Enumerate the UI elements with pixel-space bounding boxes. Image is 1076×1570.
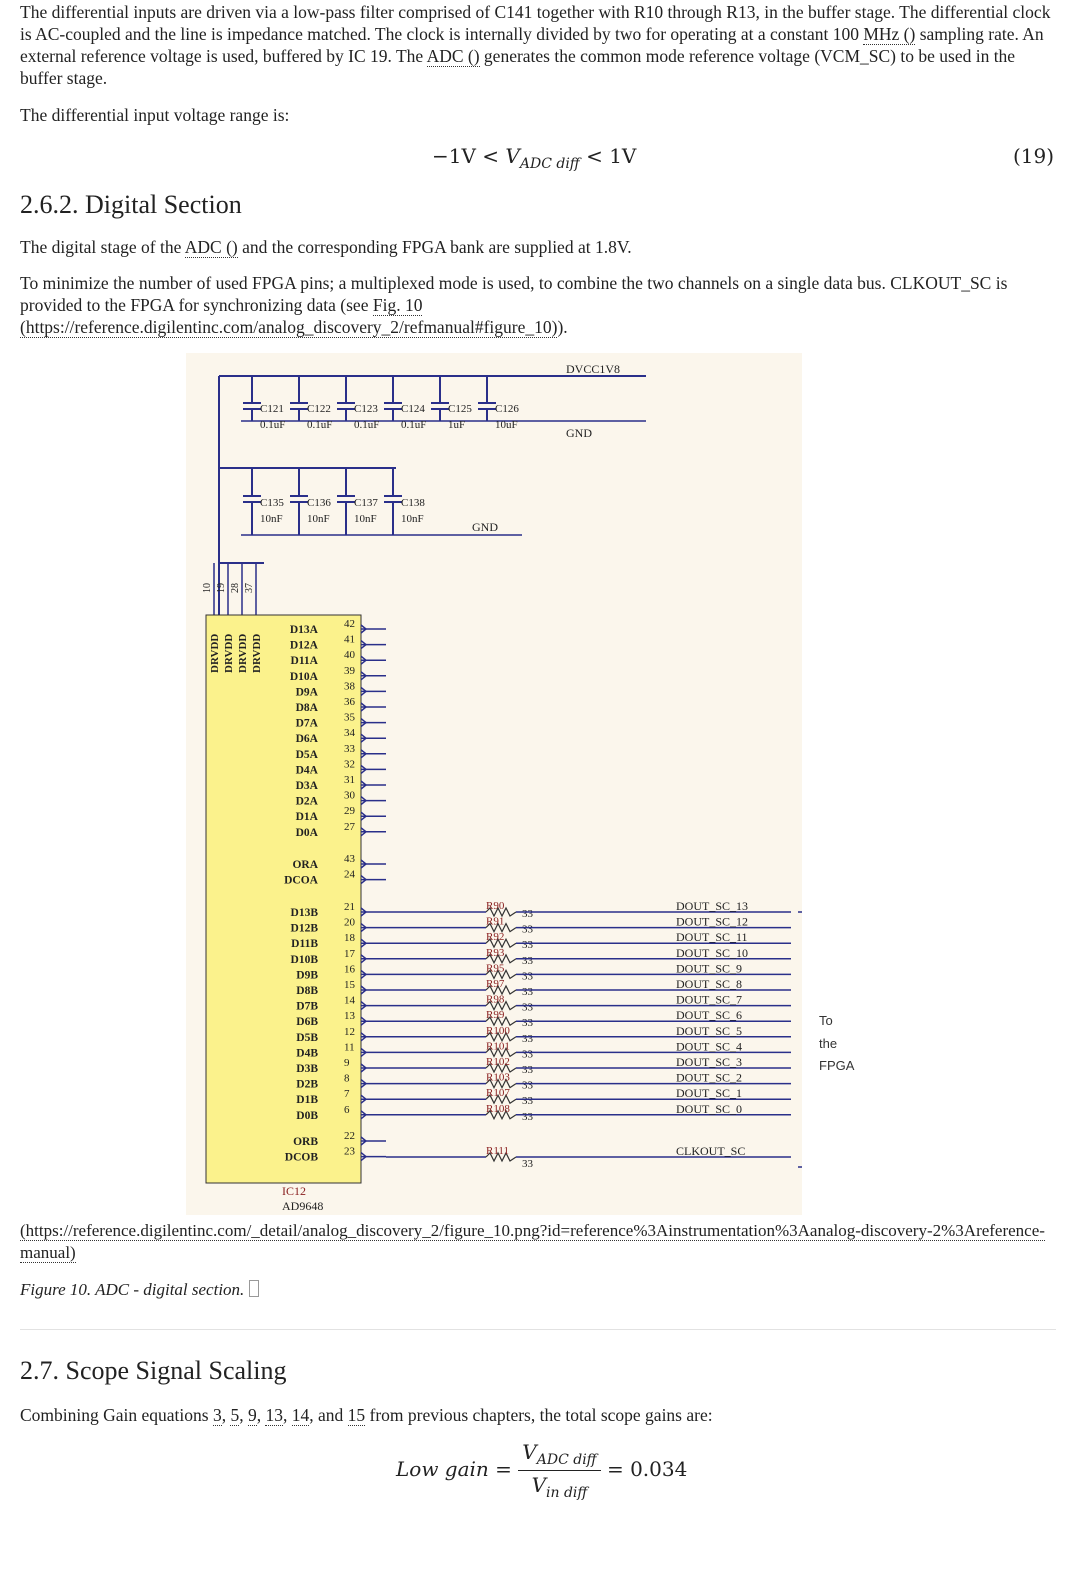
- abbr-mhz[interactable]: MHz (): [863, 24, 916, 44]
- resistor-value: 33: [522, 986, 533, 998]
- section-heading-digital: 2.6.2. Digital Section: [20, 190, 242, 219]
- schematic-svg: [186, 353, 802, 1215]
- pin-b-label: D9B: [296, 969, 318, 982]
- pin-number: 39: [344, 664, 355, 677]
- scaling-paragraph: Combining Gain equations 3, 5, 9, 13, 14, and 15 from previous chapters, the total scope gains are:: [20, 1405, 713, 1425]
- cap-ref: C123: [354, 403, 378, 415]
- resistor-ref: R93: [486, 946, 505, 959]
- fpga-bracket: [798, 912, 802, 1167]
- pin-number: 6: [344, 1103, 350, 1116]
- pin-b-label: D10B: [290, 953, 318, 966]
- pin-number: 20: [344, 916, 355, 929]
- pin-a-label: D2A: [295, 795, 318, 808]
- link-icon[interactable]: [249, 1280, 259, 1297]
- resistor-ref: R103: [486, 1071, 510, 1084]
- dout-label: DOUT_SC_7: [676, 992, 743, 1007]
- abbr-adc[interactable]: ADC (): [184, 237, 238, 257]
- resistor-ref: R108: [486, 1102, 510, 1115]
- range-paragraph: The differential input voltage range is:: [20, 105, 290, 125]
- figure-source-paragraph: [20, 1220, 1056, 1264]
- pin-number: 23: [344, 1145, 355, 1158]
- gain-numerator: [518, 1440, 600, 1471]
- pin-b2-label: DCOB: [284, 1151, 318, 1164]
- eq-ref-link[interactable]: 13: [265, 1405, 283, 1425]
- resistor-ref: R95: [486, 962, 505, 975]
- pin-number: 27: [344, 820, 355, 833]
- cap-ref: C135: [260, 497, 284, 509]
- pin-number: 13: [344, 1010, 355, 1023]
- ic-body: [206, 615, 361, 1183]
- resistor-value: 33: [522, 1095, 533, 1108]
- den-var: V: [531, 1473, 547, 1497]
- abbr-adc[interactable]: ADC (): [426, 46, 480, 66]
- pin-b-label: D3B: [296, 1063, 318, 1075]
- pin-b-label: D4B: [296, 1047, 318, 1060]
- cap-value: 1uF: [448, 419, 466, 431]
- pin-a2-label: DCOA: [284, 874, 318, 887]
- resistor-value: 33: [522, 923, 533, 936]
- to-fpga-label: the: [819, 1036, 838, 1051]
- eq-left: −1V <: [432, 144, 506, 168]
- eq-ref-link[interactable]: 3: [212, 1405, 222, 1425]
- cap-ref: C138: [401, 497, 425, 509]
- pin-b-label: D13B: [290, 907, 318, 919]
- pin-a-label: D11A: [290, 655, 318, 668]
- gain-value: = 0.034: [606, 1457, 688, 1481]
- drvdd-pin-number: 37: [244, 583, 255, 593]
- pin-b-label: D12B: [290, 922, 318, 935]
- pin-number: 31: [344, 774, 355, 786]
- pin-number: 11: [344, 1041, 355, 1054]
- pin-number: 22: [344, 1130, 355, 1142]
- text-span: from previous chapters, the total scope gains are:: [365, 1405, 713, 1425]
- cap-value: 0.1uF: [307, 419, 333, 431]
- resistor-ref: R92: [486, 931, 505, 944]
- clk-label: CLKOUT_SC: [676, 1144, 746, 1158]
- figure-link[interactable]: Fig. 10: [372, 295, 423, 315]
- cap-ref: C122: [307, 403, 331, 415]
- dout-label: DOUT_SC_8: [676, 977, 743, 991]
- resistor-value: 33: [522, 1110, 533, 1123]
- dout-label: DOUT_SC_0: [676, 1101, 743, 1116]
- pin-number: 18: [344, 932, 355, 945]
- cap-ref: C136: [307, 497, 331, 509]
- to-fpga-label: FPGA: [819, 1058, 855, 1073]
- resistor-ref: R98: [486, 993, 505, 1006]
- pin-b-label: D0B: [296, 1109, 318, 1122]
- pin-number: 36: [344, 696, 355, 708]
- clk-resistor-value: 33: [522, 1158, 533, 1170]
- cap-value: 0.1uF: [401, 419, 427, 431]
- to-fpga-label: To: [819, 1013, 833, 1028]
- dout-label: DOUT_SC_10: [676, 945, 749, 960]
- ic-part: AD9648: [282, 1199, 324, 1213]
- pin-a-label: D1A: [295, 811, 318, 824]
- cap-value: 10nF: [354, 513, 377, 525]
- pin-b-label: D11B: [291, 938, 318, 951]
- pin-a-label: D4A: [295, 764, 318, 777]
- text-span: Combining Gain equations: [20, 1405, 213, 1425]
- pin-number: 7: [344, 1088, 350, 1101]
- resistor-value: 33: [522, 1017, 533, 1030]
- cap-value: 10nF: [401, 513, 424, 525]
- pin-number: 34: [344, 727, 355, 740]
- resistor-value: 33: [522, 1064, 533, 1076]
- digital-paragraph-1: [20, 236, 632, 258]
- pin-a-label: D10A: [289, 670, 318, 683]
- text-span: The differential inputs are driven via a low-pass filter comprised of C141 together with R10 through R13, in the buffer stage. The differential clock is AC-coupled and the line is impedance matched. The clock is internally divided by two for operating at a constant 100: [20, 2, 1051, 44]
- digital-paragraph-2: [20, 272, 1056, 338]
- dout-label: DOUT_SC_9: [676, 961, 743, 976]
- resistor-value: 33: [522, 908, 533, 920]
- pin-number: 15: [344, 979, 355, 991]
- eq-ref-link[interactable]: 5: [230, 1405, 240, 1425]
- pin-number: 29: [344, 805, 355, 818]
- equation-19: [432, 144, 636, 172]
- pin-a-label: D7A: [295, 717, 318, 730]
- drvdd-label: DRVDD: [251, 633, 263, 673]
- figure-source-link[interactable]: (https://reference.digilentinc.com/_detail/analog_discovery_2/figure_10.png?id=reference%3Ainstrumentation%3Aanalog-discovery-2%3Areference-manual): [20, 1221, 1045, 1262]
- resistor-ref: R97: [486, 978, 505, 990]
- text-span: To minimize the number of used FPGA pins; a multiplexed mode is used, to combine the two channels on a single data bus. CLKOUT_SC is provided to the FPGA for synchronizing data (see: [20, 273, 1008, 315]
- cap-ref: C126: [495, 403, 519, 415]
- resistor-ref: R101: [486, 1040, 510, 1053]
- divider: [20, 1329, 1056, 1330]
- resistor-ref: R90: [486, 900, 505, 912]
- resistor-value: 33: [522, 1001, 533, 1014]
- section-heading-scaling: 2.7. Scope Signal Scaling: [20, 1356, 287, 1385]
- pin-number: 30: [344, 789, 355, 802]
- pin-number: 38: [344, 680, 355, 693]
- text-span: and the corresponding FPGA bank are supplied at 1.8V.: [237, 237, 632, 257]
- intro-paragraph: [20, 1, 1056, 89]
- pin-number: 21: [344, 901, 355, 913]
- pin-number: 9: [344, 1057, 350, 1069]
- dout-label: DOUT_SC_2: [676, 1070, 743, 1085]
- figure-url-link[interactable]: (https://reference.digilentinc.com/analog_discovery_2/refmanual#figure_10): [20, 317, 558, 337]
- gain-denominator: [518, 1471, 600, 1501]
- gain-equation: Low gain = $\frac{V_{ADC diff}}{V_{in diff}}$ = 0.034: [396, 1440, 688, 1501]
- cap-value: 0.1uF: [260, 419, 286, 431]
- eq-ref-link[interactable]: 14: [291, 1405, 310, 1425]
- cap-ref: C125: [448, 403, 472, 415]
- resistor-ref: R99: [486, 1009, 505, 1022]
- text-span: generates the common mode reference voltage (VCM_SC) to be used in the buffer stage.: [20, 46, 1016, 88]
- drvdd-pin-number: 10: [202, 583, 213, 593]
- eq-ref-link[interactable]: 15: [347, 1405, 366, 1425]
- resistor-value: 33: [522, 939, 533, 952]
- drvdd-label: DRVDD: [223, 633, 235, 673]
- text-span: sampling rate. An external reference voltage is used, buffered by IC 19. The: [20, 24, 1044, 66]
- pin-number: 12: [344, 1025, 355, 1038]
- cap-ref: C124: [401, 403, 425, 415]
- resistor-value: 33: [522, 970, 533, 983]
- resistor-ref: R91: [486, 915, 505, 928]
- pin-b-label: D8B: [296, 985, 318, 997]
- resistor-ref: R102: [486, 1056, 510, 1068]
- dout-label: DOUT_SC_1: [676, 1086, 743, 1101]
- pin-number: 41: [344, 633, 355, 646]
- dvcc-label: DVCC1V8: [566, 362, 621, 376]
- pin-a-label: D13A: [289, 624, 318, 636]
- resistor-ref: R107: [486, 1087, 510, 1100]
- resistor-value: 33: [522, 954, 533, 967]
- pin-b-label: D7B: [296, 1000, 318, 1013]
- resistor-value: 33: [522, 1032, 533, 1045]
- pin-a-label: D6A: [295, 733, 318, 746]
- pin-number: 43: [344, 853, 355, 865]
- pin-a-label: D3A: [295, 780, 318, 792]
- text-span: The digital stage of the: [20, 237, 185, 257]
- pin-b-label: D2B: [296, 1078, 318, 1091]
- resistor-value: 33: [522, 1048, 533, 1061]
- pin-number: 16: [344, 963, 355, 976]
- drvdd-label: DRVDD: [209, 633, 221, 673]
- gain-label: Low gain: [396, 1457, 489, 1481]
- pin-number: 42: [344, 618, 355, 630]
- pin-a-label: D8A: [295, 702, 318, 714]
- eq-ref-link[interactable]: 9: [247, 1405, 257, 1425]
- pin-b-label: D6B: [296, 1016, 318, 1029]
- gain-fraction: [518, 1440, 600, 1501]
- pin-a-label: D0A: [295, 826, 318, 839]
- pin-number: 33: [344, 742, 355, 755]
- eq-sub: ADC diff: [519, 156, 580, 172]
- cap-ref: C121: [260, 403, 284, 415]
- equation-number: (19): [1012, 144, 1054, 168]
- dout-label: DOUT_SC_6: [676, 1008, 743, 1023]
- caption-text: Figure 10. ADC - digital section.: [20, 1280, 249, 1299]
- drvdd-label: DRVDD: [237, 633, 249, 673]
- pin-b2-label: ORB: [293, 1136, 318, 1148]
- eq-var: V: [505, 144, 520, 168]
- pin-number: 32: [344, 758, 355, 771]
- pin-b-label: D1B: [296, 1094, 318, 1107]
- cap-value: 10nF: [307, 513, 330, 525]
- schematic-figure[interactable]: [186, 353, 802, 1215]
- ic-ref: IC12: [282, 1184, 306, 1198]
- pin-number: 35: [344, 711, 355, 724]
- gnd-label: GND: [566, 426, 592, 440]
- num-sub: ADC diff: [536, 1452, 597, 1468]
- pin-a-label: D5A: [295, 748, 318, 761]
- den-sub: in diff: [546, 1485, 588, 1501]
- clk-resistor-ref: R111: [486, 1145, 510, 1157]
- pin-a2-label: ORA: [292, 859, 318, 871]
- drvdd-pin-number: 28: [230, 583, 241, 593]
- pin-number: 40: [344, 649, 355, 662]
- pin-number: 24: [344, 868, 355, 881]
- pin-a-label: D9A: [295, 686, 318, 699]
- num-var: V: [522, 1440, 537, 1464]
- cap-value: 10nF: [260, 513, 283, 525]
- cap-value: 10uF: [495, 419, 518, 431]
- pin-b-label: D5B: [296, 1031, 318, 1044]
- pin-number: 8: [344, 1072, 350, 1085]
- dout-label: DOUT_SC_11: [676, 930, 748, 945]
- dout-label: DOUT_SC_12: [676, 914, 749, 929]
- dout-label: DOUT_SC_4: [676, 1039, 743, 1054]
- resistor-value: 33: [522, 1079, 533, 1092]
- pin-a-label: D12A: [289, 639, 318, 652]
- pin-number: 14: [344, 994, 355, 1007]
- cap-ref: C137: [354, 497, 378, 509]
- eq-right: < 1V: [579, 144, 637, 168]
- drvdd-pin-number: 19: [216, 583, 227, 593]
- dout-label: DOUT_SC_3: [676, 1055, 743, 1069]
- gnd-label: GND: [472, 520, 498, 534]
- resistor-ref: R100: [486, 1024, 510, 1037]
- cap-value: 0.1uF: [354, 419, 380, 431]
- text-span: ).: [557, 317, 568, 337]
- dout-label: DOUT_SC_5: [676, 1023, 743, 1038]
- dout-label: DOUT_SC_13: [676, 899, 749, 913]
- pin-number: 17: [344, 947, 355, 960]
- figure-caption: [20, 1280, 259, 1300]
